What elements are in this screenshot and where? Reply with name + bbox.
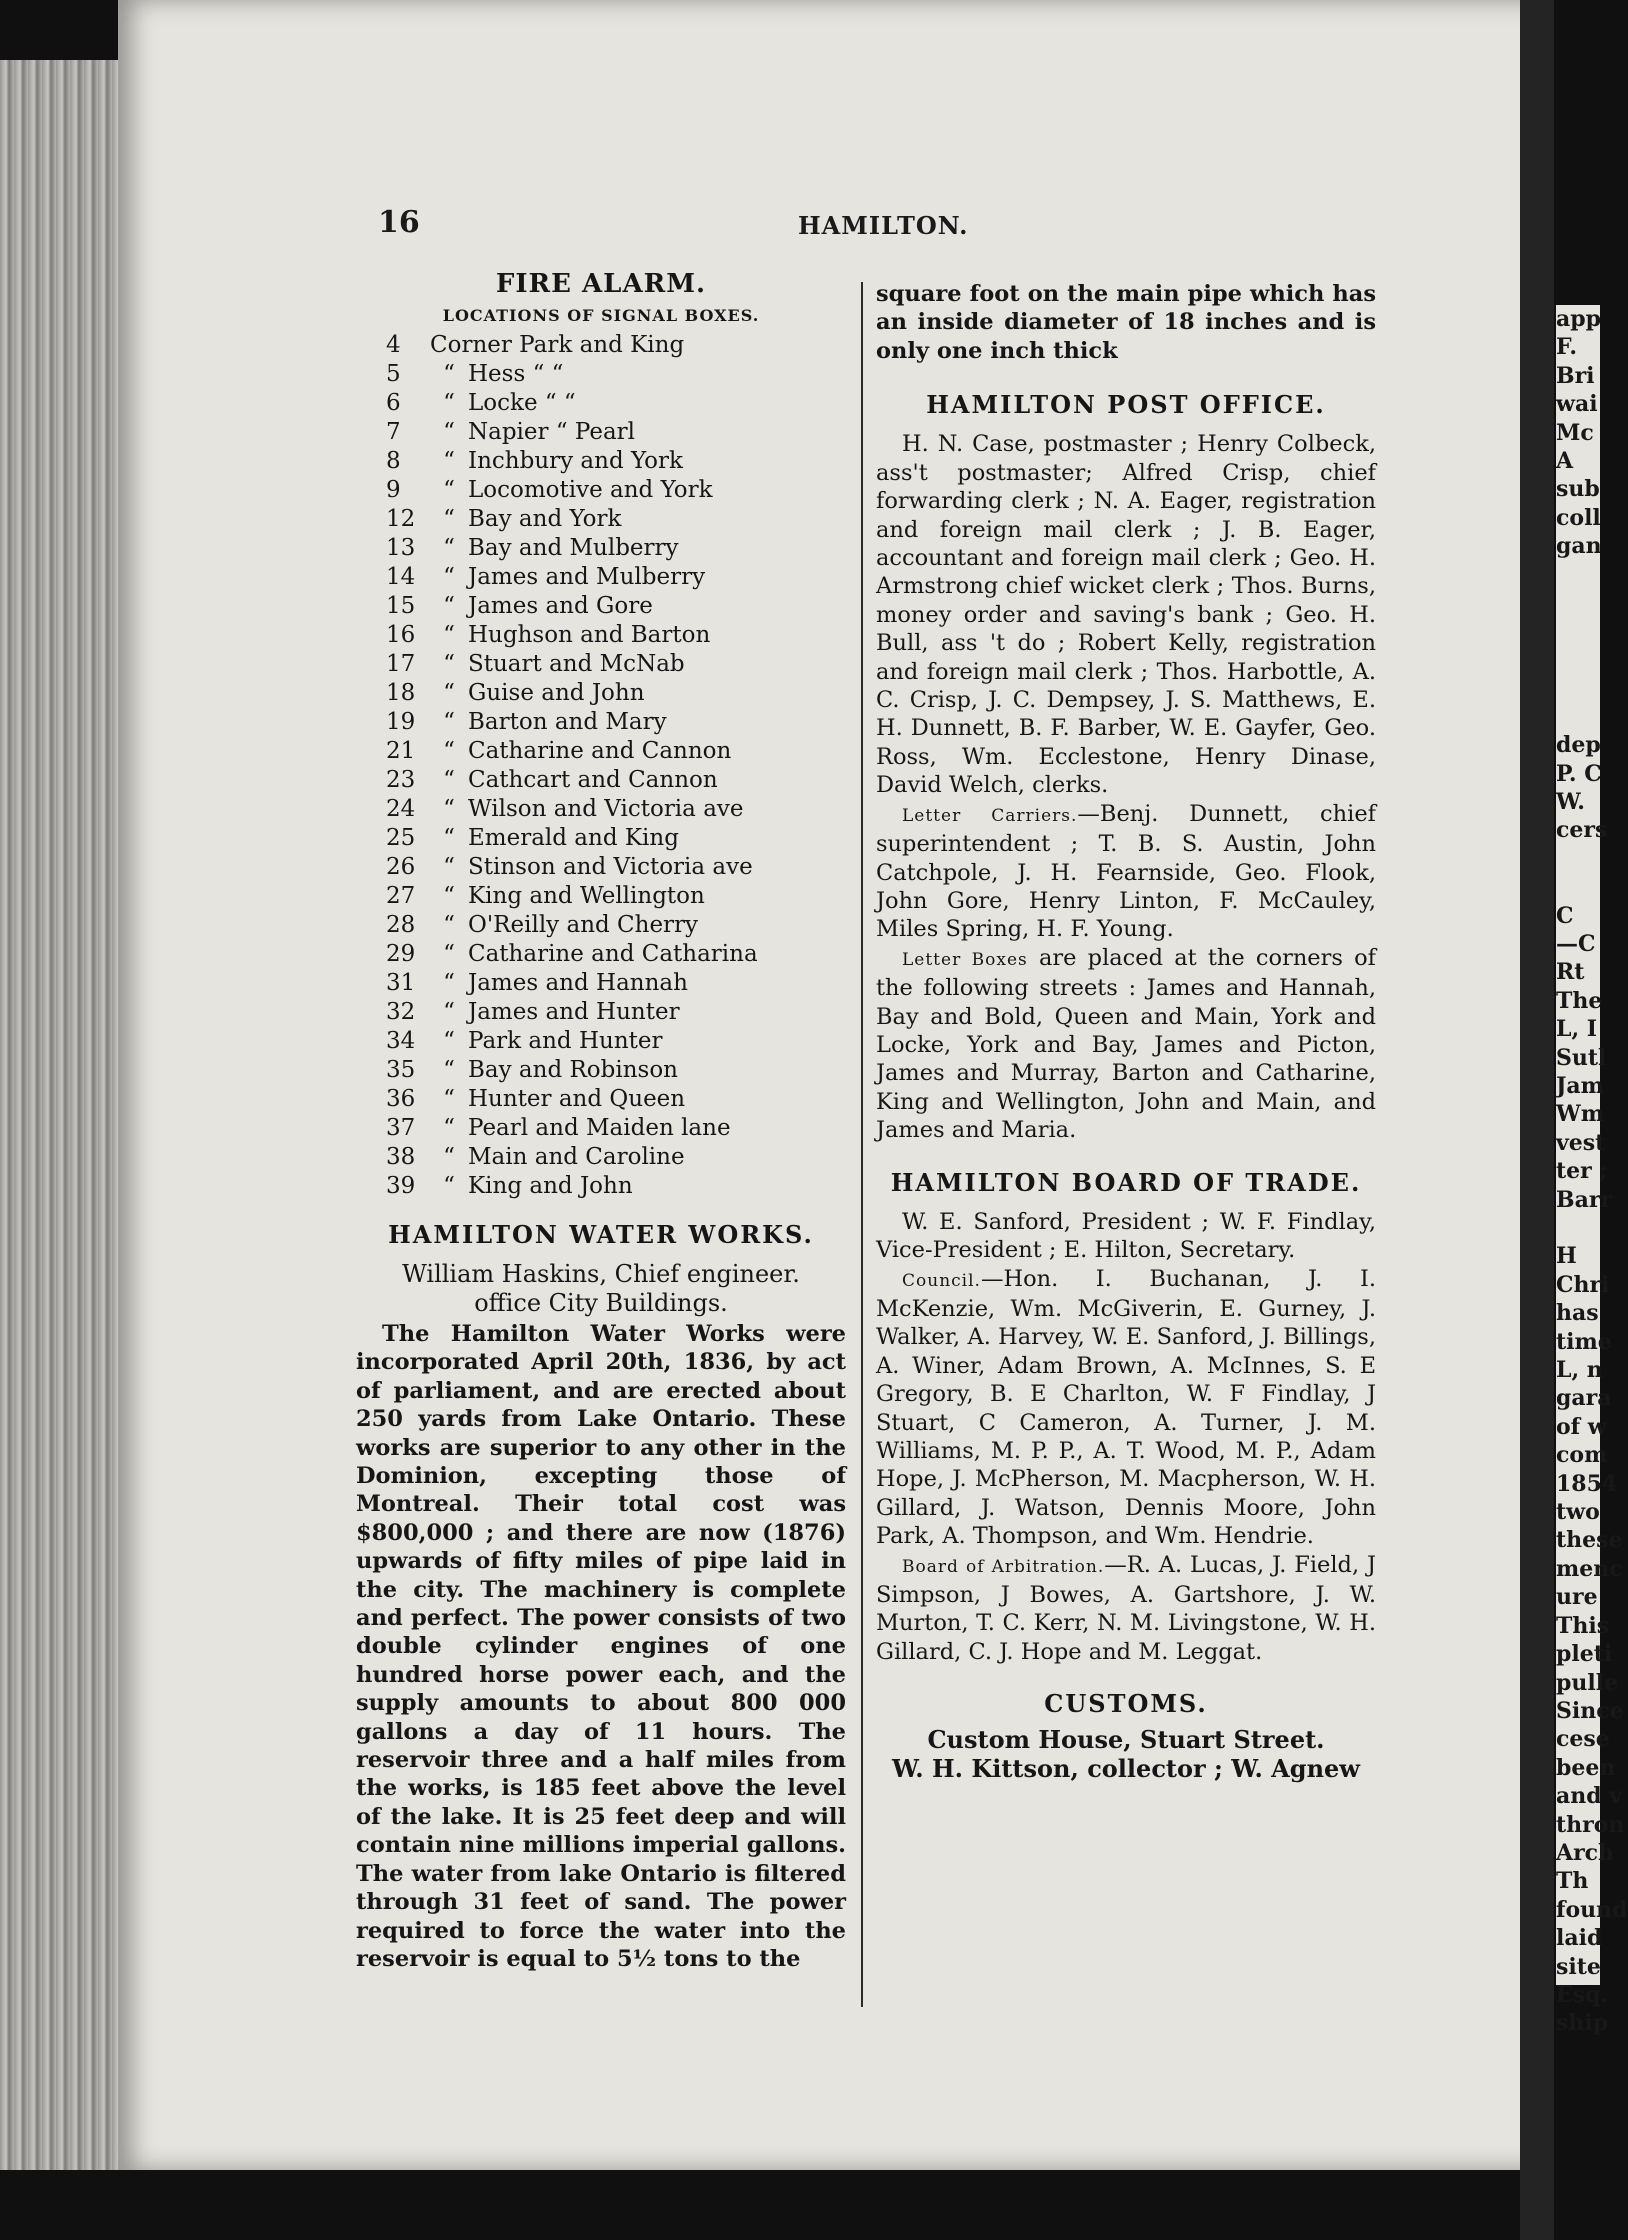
signal-box-number: 5 bbox=[386, 360, 401, 387]
water-works-engineer: William Haskins, Chief engineer. bbox=[402, 1259, 800, 1288]
signal-box-number: 39 bbox=[386, 1172, 416, 1199]
ditto-mark: “ bbox=[443, 708, 455, 735]
signal-box-number: 6 bbox=[386, 389, 401, 416]
signal-box-row bbox=[386, 1085, 758, 1114]
fire-alarm-title: FIRE ALARM. bbox=[495, 269, 707, 299]
next-page-fragment: gan bbox=[1556, 533, 1602, 560]
signal-box-location: Corner Park and King bbox=[430, 331, 685, 358]
board-arbitration-list: —R. A. Lucas, J. Field, J Simpson, J Bowes, A. Gartshore, J. W. Murton, T. C. Kerr, N. M. Livingstone, W. H. Gillard, C. J. Hope and M. Leggat. bbox=[876, 1551, 1376, 1665]
signal-box-number: 37 bbox=[386, 1114, 416, 1141]
signal-box-number: 12 bbox=[386, 505, 416, 532]
next-page-fragment: Chri bbox=[1556, 1271, 1610, 1298]
next-page-fragment: L, n bbox=[1556, 1357, 1603, 1384]
signal-box-location: Hunter and Queen bbox=[468, 1085, 686, 1112]
next-page-fragment: H bbox=[1556, 1243, 1577, 1270]
ditto-mark: “ bbox=[443, 795, 455, 822]
next-page-fragment: and v bbox=[1556, 1783, 1623, 1810]
signal-box-number: 8 bbox=[386, 447, 401, 474]
next-page-fragment: ship bbox=[1556, 2010, 1609, 2037]
letter-carriers-lead: Letter Carriers. bbox=[902, 805, 1078, 826]
right-column bbox=[876, 280, 1376, 1783]
next-page-fragment: dep bbox=[1556, 732, 1601, 759]
ditto-mark: “ bbox=[443, 882, 455, 909]
signal-box-row bbox=[386, 911, 758, 940]
signal-box-table bbox=[386, 331, 758, 1201]
next-page-fragment: Th bbox=[1556, 1868, 1589, 1895]
ditto-mark: “ bbox=[443, 1143, 455, 1170]
next-page-fragment: sub bbox=[1556, 476, 1600, 503]
board-arbitration-lead: Board of Arbitration. bbox=[902, 1556, 1105, 1577]
next-page-fragment: vest bbox=[1556, 1129, 1606, 1156]
board-officers: W. E. Sanford, President ; W. F. Findlay, Vice-President ; E. Hilton, Secretary. bbox=[876, 1208, 1376, 1264]
next-page-fragment: This bbox=[1556, 1612, 1610, 1639]
book-gutter bbox=[1520, 0, 1554, 2240]
ditto-mark: “ bbox=[443, 1056, 455, 1083]
next-page-fragment: pulle bbox=[1556, 1669, 1619, 1696]
ditto-mark: “ bbox=[443, 534, 455, 561]
signal-box-number: 34 bbox=[386, 1027, 416, 1054]
signal-box-location: Inchbury and York bbox=[468, 447, 683, 474]
signal-box-row bbox=[386, 853, 758, 882]
signal-box-row bbox=[386, 1056, 758, 1085]
next-page-fragment: The bbox=[1556, 987, 1603, 1014]
next-page-fragment: menc bbox=[1556, 1555, 1623, 1582]
next-page-fragment: coll bbox=[1556, 504, 1601, 531]
next-page-fragment: site bbox=[1556, 1953, 1601, 1980]
next-page-fragment: Mc bbox=[1556, 419, 1594, 446]
signal-box-row bbox=[386, 505, 758, 534]
ditto-mark: “ bbox=[443, 1172, 455, 1199]
ditto-mark: “ bbox=[443, 563, 455, 590]
signal-box-number: 32 bbox=[386, 998, 416, 1025]
next-page-fragment: ure bbox=[1556, 1584, 1598, 1611]
next-page-fragment bbox=[1556, 703, 1600, 731]
next-page-fragment: L, I bbox=[1556, 1016, 1598, 1043]
next-page-fragment: Rt bbox=[1556, 959, 1585, 986]
signal-box-row bbox=[386, 389, 758, 418]
signal-box-row bbox=[386, 679, 758, 708]
ditto-mark: “ bbox=[443, 389, 455, 416]
next-page-fragment: two bbox=[1556, 1499, 1600, 1526]
next-page-fragment: of w bbox=[1556, 1413, 1607, 1440]
next-page-fragment: found bbox=[1556, 1896, 1628, 1923]
signal-box-location: Catharine and Catharina bbox=[468, 940, 758, 967]
next-page-fragment: A bbox=[1556, 448, 1574, 475]
next-page-fragment: time bbox=[1556, 1328, 1612, 1355]
ditto-mark: “ bbox=[443, 621, 455, 648]
next-page-fragment: wai bbox=[1556, 391, 1598, 418]
ditto-mark: “ bbox=[443, 1027, 455, 1054]
post-office-title: HAMILTON POST OFFICE. bbox=[926, 390, 1326, 420]
ditto-mark: “ bbox=[443, 911, 455, 938]
signal-box-location: Locomotive and York bbox=[468, 476, 713, 503]
ditto-mark: “ bbox=[443, 447, 455, 474]
signal-box-row bbox=[386, 534, 758, 563]
next-page-fragment: Wm bbox=[1556, 1101, 1604, 1128]
signal-box-row bbox=[386, 360, 758, 389]
next-page-fragment: pleti bbox=[1556, 1641, 1613, 1668]
signal-box-location: James and Mulberry bbox=[468, 563, 706, 590]
signal-box-number: 9 bbox=[386, 476, 401, 503]
page-edges bbox=[0, 60, 118, 2170]
next-page-fragment bbox=[1556, 845, 1600, 873]
board-council bbox=[876, 1265, 1376, 1551]
signal-box-number: 28 bbox=[386, 911, 416, 938]
signal-box-location: James and Hannah bbox=[468, 969, 688, 996]
next-page-fragment: —C bbox=[1556, 930, 1596, 957]
signal-box-number: 25 bbox=[386, 824, 416, 851]
signal-box-row bbox=[386, 650, 758, 679]
next-page-fragment: cese bbox=[1556, 1726, 1610, 1753]
ditto-mark: “ bbox=[443, 1085, 455, 1112]
next-page-fragment: ter ; bbox=[1556, 1158, 1608, 1185]
next-page-fragment bbox=[1556, 1214, 1600, 1242]
signal-box-row bbox=[386, 1027, 758, 1056]
next-page-fragment: Arch bbox=[1556, 1839, 1615, 1866]
signal-box-number: 26 bbox=[386, 853, 416, 880]
signal-box-number: 35 bbox=[386, 1056, 416, 1083]
signal-box-row bbox=[386, 418, 758, 447]
signal-box-location: Hughson and Barton bbox=[468, 621, 711, 648]
next-page-fragment: 1854 bbox=[1556, 1470, 1618, 1497]
signal-box-location: James and Hunter bbox=[468, 998, 680, 1025]
board-council-list: —Hon. I. Buchanan, J. I. McKenzie, Wm. McGiverin, E. Gurney, J. Walker, A. Harvey, W. E. Sanford, J. Billings, A. Winer, Adam Brown, A. McInnes, S. E Gregory, B. E Charlton, W. F Findlay, J Stuart, C Cameron, A. Turner, J. M. Williams, M. P. P., A. T. Wood, M. P., Adam Hope, J. McPherson, M. Macpherson, W. H. Gillard, J. Watson, Dennis Moore, John Park, A. Thompson, and Wm. Hendrie. bbox=[876, 1265, 1376, 1550]
signal-box-location: Locke “ “ bbox=[468, 389, 576, 416]
signal-box-location: Guise and John bbox=[468, 679, 645, 706]
signal-box-location: James and Gore bbox=[468, 592, 653, 619]
next-page-fragment: Barr bbox=[1556, 1186, 1613, 1213]
next-page-fragment: P. C bbox=[1556, 760, 1602, 787]
signal-box-location: Hess “ “ bbox=[468, 360, 564, 387]
signal-box-location: Park and Hunter bbox=[468, 1027, 663, 1054]
signal-box-location: King and John bbox=[468, 1172, 633, 1199]
ditto-mark: “ bbox=[443, 360, 455, 387]
signal-box-number: 17 bbox=[386, 650, 416, 677]
fire-alarm-section bbox=[356, 268, 846, 1201]
ditto-mark: “ bbox=[443, 679, 455, 706]
ditto-mark: “ bbox=[443, 1114, 455, 1141]
customs-house: Custom House, Stuart Street. bbox=[927, 1725, 1325, 1755]
signal-box-number: 38 bbox=[386, 1143, 416, 1170]
post-office-staff: H. N. Case, postmaster ; Henry Colbeck, ass't postmaster; Alfred Crisp, chief forwarding clerk ; N. A. Eager, registration and foreign mail clerk ; J. B. Eager, accountant and foreign mail clerk ; Geo. H. Armstrong chief wicket clerk ; Thos. Burns, money order and saving's bank ; Geo. H. Bull, ass 't do ; Robert Kelly, registration and foreign mail clerk ; Thos. Harbottle, A. C. Crisp, J. C. Dempsey, J. S. Matthews, E. H. Dunnett, B. F. Barber, W. E. Gayfer, Geo. Ross, Wm. Ecclestone, Henry Dinase, David Welch, clerks. bbox=[876, 431, 1376, 799]
next-page-fragment: Esq. bbox=[1556, 1981, 1609, 2008]
ditto-mark: “ bbox=[443, 853, 455, 880]
signal-box-number: 19 bbox=[386, 708, 416, 735]
ditto-mark: “ bbox=[443, 418, 455, 445]
running-head bbox=[378, 205, 1518, 245]
next-page-fragment bbox=[1556, 873, 1600, 901]
signal-box-location: Stinson and Victoria ave bbox=[468, 853, 753, 880]
ditto-mark: “ bbox=[443, 969, 455, 996]
water-works-section bbox=[356, 1219, 846, 1974]
signal-box-number: 14 bbox=[386, 563, 416, 590]
water-works-office: office City Buildings. bbox=[474, 1288, 728, 1317]
next-page-fragment: thron bbox=[1556, 1811, 1625, 1838]
signal-box-location: Wilson and Victoria ave bbox=[468, 795, 744, 822]
signal-box-location: Bay and York bbox=[468, 505, 622, 532]
signal-box-number: 15 bbox=[386, 592, 416, 619]
signal-box-row bbox=[386, 737, 758, 766]
next-page-fragment: Sutl bbox=[1556, 1044, 1607, 1071]
signal-box-number: 13 bbox=[386, 534, 416, 561]
ditto-mark: “ bbox=[443, 505, 455, 532]
signal-box-location: Stuart and McNab bbox=[468, 650, 685, 677]
water-works-title: HAMILTON WATER WORKS. bbox=[388, 1219, 814, 1249]
signal-box-row bbox=[386, 708, 758, 737]
post-office-section bbox=[876, 389, 1376, 1144]
next-page-fragment: these bbox=[1556, 1527, 1623, 1554]
signal-box-row bbox=[386, 621, 758, 650]
ditto-mark: “ bbox=[443, 476, 455, 503]
signal-box-row bbox=[386, 766, 758, 795]
next-page-fragment: has bbox=[1556, 1300, 1599, 1327]
signal-box-row bbox=[386, 1114, 758, 1143]
page-number: 16 bbox=[378, 205, 420, 240]
signal-box-location: King and Wellington bbox=[468, 882, 705, 909]
board-arbitration bbox=[876, 1551, 1376, 1667]
signal-box-location: Barton and Mary bbox=[468, 708, 667, 735]
ditto-mark: “ bbox=[443, 650, 455, 677]
board-of-trade-title: HAMILTON BOARD OF TRADE. bbox=[890, 1167, 1362, 1197]
ditto-mark: “ bbox=[443, 940, 455, 967]
next-page-fragment: Jam bbox=[1556, 1072, 1604, 1099]
next-page-fragment: com bbox=[1556, 1442, 1608, 1469]
signal-box-number: 24 bbox=[386, 795, 416, 822]
signal-box-location: Cathcart and Cannon bbox=[468, 766, 718, 793]
signal-box-location: Emerald and King bbox=[468, 824, 679, 851]
signal-box-row bbox=[386, 447, 758, 476]
next-page-fragment bbox=[1556, 589, 1600, 617]
next-page-fragment bbox=[1556, 561, 1600, 589]
signal-box-list bbox=[386, 331, 758, 1201]
customs-title: CUSTOMS. bbox=[1044, 1689, 1208, 1719]
left-column bbox=[356, 268, 846, 1973]
signal-box-location: Bay and Mulberry bbox=[468, 534, 679, 561]
signal-box-location: Pearl and Maiden lane bbox=[468, 1114, 731, 1141]
signal-box-row bbox=[386, 592, 758, 621]
ditto-mark: “ bbox=[443, 592, 455, 619]
next-page-fragment: F. bbox=[1556, 334, 1578, 361]
signal-box-row bbox=[386, 1172, 758, 1201]
signal-box-row bbox=[386, 331, 758, 360]
next-page-fragment: app bbox=[1556, 306, 1602, 332]
signal-box-row bbox=[386, 824, 758, 853]
signal-box-number: 23 bbox=[386, 766, 416, 793]
signal-box-row bbox=[386, 940, 758, 969]
signal-box-row bbox=[386, 1143, 758, 1172]
signal-box-number: 4 bbox=[386, 331, 401, 358]
next-page-fragment: cers bbox=[1556, 817, 1608, 844]
signal-box-row bbox=[386, 969, 758, 998]
letter-boxes-list: are placed at the corners of the following streets : James and Hannah, Bay and Bold, Queen and Main, York and Locke, York and Bay, James and Picton, James and Murray, Barton and Catharine, King and Wellington, John and Main, and James and Maria. bbox=[876, 944, 1377, 1144]
signal-box-location: Bay and Robinson bbox=[468, 1056, 678, 1083]
signal-box-number: 31 bbox=[386, 969, 416, 996]
next-page-fragment bbox=[1556, 646, 1600, 674]
next-page-fragment bbox=[1556, 674, 1600, 702]
signal-box-location: Napier “ Pearl bbox=[468, 418, 636, 445]
signal-box-location: Main and Caroline bbox=[468, 1143, 685, 1170]
signal-box-number: 16 bbox=[386, 621, 416, 648]
ditto-mark: “ bbox=[443, 766, 455, 793]
signal-box-number: 21 bbox=[386, 737, 416, 764]
water-works-body: The Hamilton Water Works were incorporated April 20th, 1836, by act of parliament, and are erected about 250 yards from Lake Ontario. These works are superior to any other in the Dominion, excepting those of Montreal. Their total cost was $800,000 ; and there are now (1876) upwards of fifty miles of pipe laid in the city. The machinery is complete and perfect. The power consists of two double cylinder engines of one hundred horse power each, and the supply amounts to about 800 000 gallons a day of 11 hours. The reservoir three and a half miles from the works, is 185 feet above the level of the lake. It is 25 feet deep and will contain nine millions imperial gallons. The water from lake Ontario is filtered through 31 feet of sand. The power required to force the water into the reservoir is equal to 5½ tons to the bbox=[356, 1320, 846, 1972]
fire-alarm-subtitle: LOCATIONS OF SIGNAL BOXES. bbox=[442, 305, 760, 325]
letter-boxes-lead: Letter Boxes bbox=[902, 949, 1028, 970]
signal-box-row bbox=[386, 563, 758, 592]
customs-collector: W. H. Kittson, collector ; W. Agnew bbox=[892, 1754, 1360, 1784]
next-page-edge bbox=[1556, 305, 1628, 2037]
next-page-fragment: C bbox=[1556, 902, 1574, 929]
next-page-fragment: been bbox=[1556, 1754, 1616, 1781]
signal-box-row bbox=[386, 998, 758, 1027]
next-page-fragment: laid bbox=[1556, 1925, 1603, 1952]
letter-carriers bbox=[876, 800, 1376, 944]
letter-boxes bbox=[876, 944, 1376, 1145]
letter-carriers-list: —Benj. Dunnett, chief superintendent ; T. B. S. Austin, John Catchpole, J. H. Fearnside, Geo. Flook, John Gore, Henry Linton, F. McCauley, Miles Spring, H. F. Young. bbox=[876, 800, 1376, 943]
ditto-mark: “ bbox=[443, 824, 455, 851]
signal-box-number: 18 bbox=[386, 679, 416, 706]
signal-box-number: 27 bbox=[386, 882, 416, 909]
ditto-mark: “ bbox=[443, 998, 455, 1025]
running-title: HAMILTON. bbox=[798, 211, 969, 240]
next-page-fragment: Bri bbox=[1556, 362, 1595, 389]
signal-box-row bbox=[386, 882, 758, 911]
signal-box-number: 29 bbox=[386, 940, 416, 967]
signal-box-number: 7 bbox=[386, 418, 401, 445]
next-page-fragment: gara bbox=[1556, 1385, 1612, 1412]
signal-box-location: O'Reilly and Cherry bbox=[468, 911, 699, 938]
ditto-mark: “ bbox=[443, 737, 455, 764]
board-council-lead: Council. bbox=[902, 1270, 981, 1291]
signal-box-location: Catharine and Cannon bbox=[468, 737, 732, 764]
customs-section bbox=[876, 1688, 1376, 1783]
next-page-fragment: W. bbox=[1556, 788, 1585, 815]
signal-box-row bbox=[386, 476, 758, 505]
signal-box-row bbox=[386, 795, 758, 824]
next-page-fragment bbox=[1556, 617, 1600, 645]
water-works-continuation: square foot on the main pipe which has an inside diameter of 18 inches and is only one inch thick bbox=[876, 281, 1376, 364]
signal-box-number: 36 bbox=[386, 1085, 416, 1112]
board-of-trade-section bbox=[876, 1167, 1376, 1667]
next-page-fragment: Since bbox=[1556, 1697, 1624, 1724]
column-divider bbox=[861, 282, 863, 2007]
